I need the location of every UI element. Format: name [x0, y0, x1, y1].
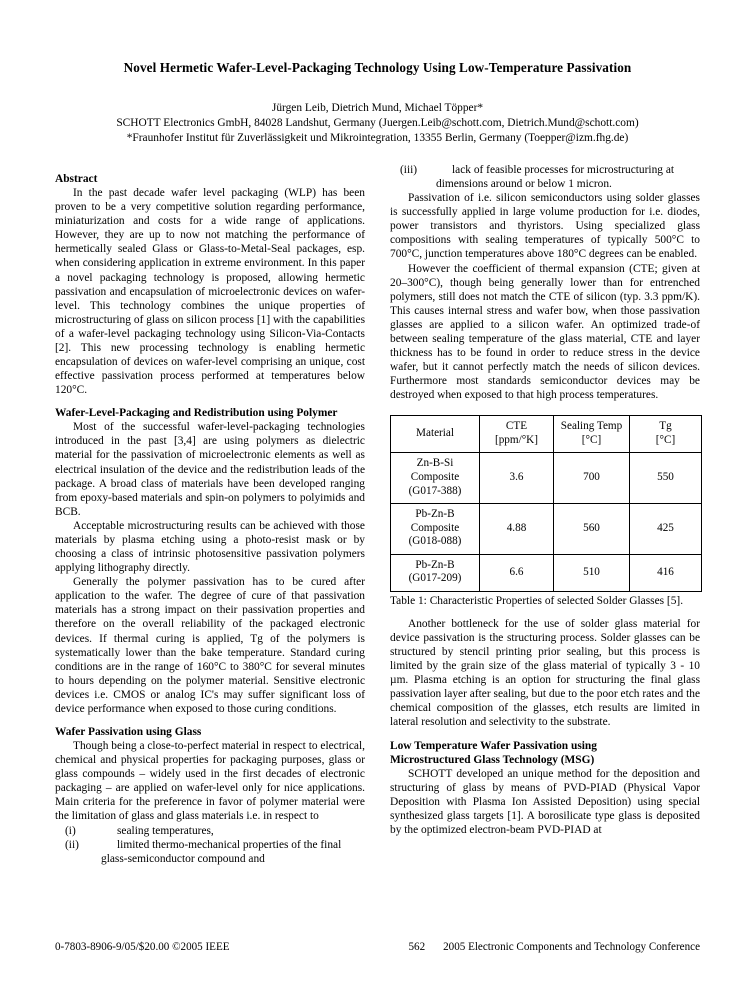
- cell-material: [391, 453, 480, 504]
- cell-cte: 3.6: [480, 453, 554, 504]
- list-item: [55, 824, 365, 838]
- list-item-label: lack of feasible processes for microstructuring at: [452, 164, 675, 176]
- material-line-1: Zn-B-Si: [416, 457, 454, 470]
- cell-tg: 550: [630, 453, 702, 504]
- material-line-2: Composite: [410, 470, 460, 483]
- affiliation-primary: SCHOTT Electronics GmbH, 84028 Landshut, Germany (Juergen.Leib@schott.com, Dietrich.Mund@schott.com): [116, 116, 639, 129]
- affiliation-secondary: *Fraunhofer Institut für Zuverlässigkeit und Mikrointegration, 13355 Berlin, Germany (Toepper@izm.fhg.de): [126, 132, 629, 145]
- paragraph-cte-mismatch: However the coefficient of thermal expansion (CTE; given at 20–300°C), though being generally lower than for entrenched polymers, still does not match the CTE of silicon (typ. 3.3 ppm/K). This causes internal stress and wafer bow, when those passivation glasses are applied to a silicon wafer. An optimized trade-of between sealing temperature of the glass material, CTE and layer thickness has to be found in order to reduce stress in the device wafer, but it cannot perfectly match the needs of silicon devices. Furthermore most standards semiconductor devices may be destroyed when exposed to that high process temperatures.: [390, 262, 700, 402]
- right-column: [390, 163, 700, 866]
- cell-tg: 416: [630, 554, 702, 591]
- page-title: Novel Hermetic Wafer-Level-Packaging Technology Using Low-Temperature Passivation: [123, 60, 632, 75]
- body-columns: [55, 163, 700, 866]
- table-row: [391, 554, 702, 591]
- paragraph-msg-intro: SCHOTT developed an unique method for the deposition and structuring of glass by means of PVD-PIAD (Physical Vapor Deposition with Plasma Ion Assisted Deposition) using special synthesized glass targets [1]. A borosilicate type glass is deposited by the optimized electron-beam PVD-PIAD at: [390, 767, 700, 836]
- left-column: [55, 163, 365, 866]
- column-header-material-name: Material: [416, 427, 454, 440]
- column-header-tg-unit: [°C]: [655, 433, 676, 446]
- footer-conference: 2005 Electronic Components and Technology Conference: [443, 941, 700, 953]
- heading-msg-line-1: Low Temperature Wafer Passivation using: [390, 739, 597, 752]
- cell-tg: 425: [630, 504, 702, 555]
- column-header-sealing-temp: [554, 416, 630, 453]
- list-item-continuation: [55, 852, 365, 866]
- heading-abstract: Abstract: [55, 173, 98, 185]
- paragraph-abstract: In the past decade wafer level packaging (WLP) has been proven to be a very competitive solution regarding performance, miniaturization and costs for a wide range of applications. However, they are up to now not matching the performance of hermetically sealed Glass or Glass-to-Metal-Seal packages, esp. when considering application in extreme environment. In this paper a novel packaging technology is proposed, allowing hermetic passivation and encapsulation of microelectronic devices on wafer-level. This technology combines the unique properties of microstructuring of glass on silicon process [1] with the capabilities of a wafer-level packaging technology using Silicon-Via-Contacts [2]. This new processing technology is enabling hermetic encapsulation of devices on wafer-level comprising an unique, cost effective passivation process performed at temperatures below 120°C.: [55, 187, 365, 397]
- list-item-label-continued: glass-semiconductor compound and: [101, 852, 265, 865]
- paragraph-wlp-1: Most of the successful wafer-level-packaging technologies introduced in the past [3,4] are using polymers as dielectric material for the passivation of microelectronic elements as well as electrical insulation of the device and the redistribution leads of the package. A broad class of materials have been developed ranging from epoxy-based materials and spin-on polymers to polyimids and BCB.: [55, 421, 365, 518]
- column-header-material: [391, 416, 480, 453]
- cell-cte: 4.88: [480, 504, 554, 555]
- list-item: [390, 163, 700, 177]
- material-line-3: (G017-388): [408, 484, 462, 497]
- cell-sealing-temp: 510: [554, 554, 630, 591]
- cell-sealing-temp: 560: [554, 504, 630, 555]
- paragraph-glass-1: Though being a close-to-perfect material in respect to electrical, chemical and physical properties for packaging purposes, glass or glass compounds – widely used in the first decades of electronic packaging – are applied on wafer-level only for nice applications. Main criteria for the preference in favor of polymer material were the limitation of glass and glass materials i.e. in respect to: [55, 740, 365, 823]
- heading-wlp-redistribution: Wafer-Level-Packaging and Redistribution using Polymer: [55, 407, 338, 420]
- column-header-tg-name: Tg: [659, 420, 672, 433]
- material-line-2: Composite: [410, 521, 460, 534]
- cell-sealing-temp: 700: [554, 453, 630, 504]
- list-item-marker-spacer: [55, 852, 101, 866]
- cell-cte: 6.6: [480, 554, 554, 591]
- material-line-3: (G018-088): [408, 535, 462, 548]
- heading-msg-line-2: Microstructured Glass Technology (MSG): [390, 753, 595, 766]
- table-caption: Table 1: Characteristic Properties of selected Solder Glasses [5].: [390, 594, 684, 607]
- list-item: [55, 838, 365, 852]
- column-header-sealing-temp-name: Sealing Temp: [560, 420, 623, 433]
- cell-material: [391, 554, 480, 591]
- column-header-cte: [480, 416, 554, 453]
- list-item-label: sealing temperatures,: [117, 824, 214, 837]
- paragraph-solder-glass-passivation: Passivation of i.e. silicon semiconductors using solder glasses is successfully applied in large volume production for i.e. diodes, power transistors and thyristors. Using specialized glass compositions with sealing temperatures of typically 500°C to 700°C, junction temperatures above 180°C degrees can be enabled.: [390, 192, 700, 261]
- column-header-tg: [630, 416, 702, 453]
- solder-glass-properties-table: [390, 415, 702, 591]
- material-line-1: Pb-Zn-B: [415, 558, 455, 571]
- cell-material: [391, 504, 480, 555]
- list-item-marker: (iii): [400, 164, 418, 176]
- column-header-sealing-temp-unit: [°C]: [581, 433, 602, 446]
- paragraph-structuring-bottleneck: Another bottleneck for the use of solder glass material for device passivation is the structuring process. Solder glasses can be structured by stencil printing prior sealing, but this process is limited by the grain size of the glass material of typically 3 - 10 µm. Plasma etching is an option for structuring the final glass passivation layer after sealing, but due to the poor etch rates and the chemical composition of the glasses, etch results are limited in lateral resolution and selectivity to the substrate.: [390, 617, 700, 729]
- paper-header: [55, 0, 700, 147]
- list-item-marker-spacer: [390, 177, 436, 191]
- page-number: 562: [408, 941, 426, 953]
- list-item-label-continued: dimensions around or below 1 micron.: [436, 178, 612, 191]
- list-item-label: limited thermo-mechanical properties of the final: [117, 838, 342, 851]
- paragraph-wlp-2: Acceptable microstructuring results can be achieved with those materials by plasma etching using a photo-resist mask or by choosing a class of intrinsic photosensitive passivation polymers applying lithography directly.: [55, 519, 365, 575]
- list-item-marker: (ii): [65, 838, 79, 851]
- heading-wafer-passivation-glass: Wafer Passivation using Glass: [55, 725, 202, 738]
- table-row: [391, 504, 702, 555]
- column-header-cte-name: CTE: [505, 420, 528, 433]
- table-row: [391, 453, 702, 504]
- spacer: [390, 608, 700, 617]
- list-item-marker: (i): [65, 824, 76, 837]
- material-line-2: (G017-209): [408, 572, 462, 585]
- page-footer: [55, 941, 700, 953]
- author-list: Jürgen Leib, Dietrich Mund, Michael Töpper*: [271, 101, 484, 114]
- paragraph-wlp-3: Generally the polymer passivation has to be cured after application to the wafer. The degree of cure of that passivation materials has a strong impact on their passivation properties and therefore on the overall reliability of the packaged electronic devices. If thermal curing is applied, Tg of the polymers is systematically lower than the bake temperature. Standard curing conditions are in the range of 160°C to 380°C for several minutes to hours depending on the polymer material. Sensitive electronic devices i.e. CMOS or analog IC's may suffer significant loss of device performance when exposed to those curing conditions.: [55, 576, 365, 715]
- limitations-list-continued: [390, 163, 700, 191]
- table-header-row: [391, 416, 702, 453]
- column-header-cte-unit: [ppm/°K]: [494, 433, 538, 446]
- footer-isbn: 0-7803-8906-9/05/$20.00 ©2005 IEEE: [55, 941, 230, 953]
- list-item-continuation: [390, 177, 700, 191]
- table-container: [390, 415, 700, 608]
- material-line-1: Pb-Zn-B: [415, 508, 455, 521]
- limitations-list: [55, 824, 365, 866]
